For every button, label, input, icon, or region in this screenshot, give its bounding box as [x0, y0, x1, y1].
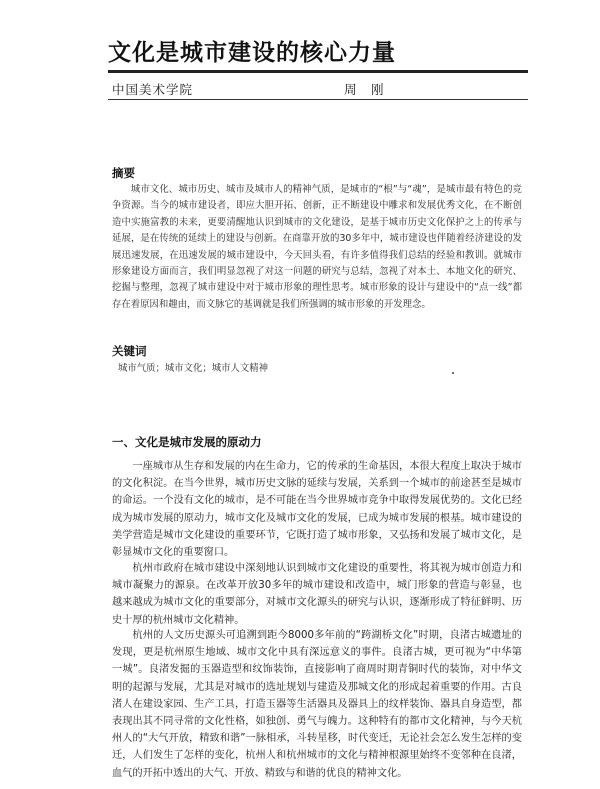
keywords-text: 城市气质；城市文化；城市人文精神 [118, 363, 269, 374]
section-heading: 一、文化是城市发展的原动力 [112, 435, 262, 449]
body-paragraph: 杭州市政府在城市建设中深刻地认识到城市文化建设的重要性，将其视为城市创造力和城市凝聚力的源泉。在改革开放30多年的城市建设和改造中，城门形象的营造与彰显，也越来越成为城市文化的重要部分，对城市文化源头的研究与认识，逐渐形成了特征鲜明、历史十厚的杭州城市文化精神。 [112, 563, 522, 626]
body-paragraph: 杭州的人文历史源头可追溯到距今8000多年前的“跨湖桥文化”时期，良渚古城遗址的发现，更是杭州原生地域、城市文化中具有深远意义的事件。良渚古城，更可视为“中华第一城”。良渚发掘的玉器造型和纹饰装饰，直接影响了商周时期青铜时代的装饰，对中华文明的起源与发展，尤其是对城市的选址规划与建造及那城文化的形成起着重要的作用。古良渚人在建设家园、生产工具，打造玉器等生活器具及器具上的纹样装饰、器具自身造型，都表现出其不同寻常的文化性格，如独创、勇气与魄力。这种特有的都市文化精神，与今天杭州人的“大气开放，精致和谐”一脉相承，斗转星移，时代变迁，无论社会怎么发生怎样的变迁，人们发生了怎样的变化，杭州人和杭州城市的文化与精神根源里始终不变邻种在良渚，血气的开拓中透出的大气、开放、精致与和谐的优良的精神文化。 [112, 630, 522, 779]
abstract-text: 城市文化、城市历史、城市及城市人的精神气质，是城市的“根”与“魂”，是城市最有特色的竞争资源。当今的城市建设者，即应大胆开拓、创新，正不断建设中雕求和发展优秀文化，在不断创造中实施富教的未来，更要清醒地认识到城市的文化建设，是基于城市历史文化保护之上的传承与延展，是在传统的延续上的建设与创新。在商靠开放的30多年中，城市建设也伴随着经济建设的发展迅速发展，在迅速发展的城市建设中，今天回头看，有许多值得我们总结的经验和教训。就城市形象建设方面而言，我们明显忽视了对这一问题的研究与总结，忽视了对本土、本地文化的研究、挖掘与整理，忽视了城市建设中对于城市形象的理性思考。城市形象的设计与建设中的“点一线”都存在着原因和趣由，而文脉它的基调就是我们所强调的城市形象的开发理念。 [112, 184, 522, 310]
body-paragraph: 一座城市从生存和发展的内在生命力，它的传承的生命基因，本很大程度上取决于城市的文化积淀。在当今世界，城市历史文脉的延续与发展，关系到一个城市的前途甚至是城市的命运。一个没有文化的城市，是不可能在当今世界城市竞争中取得发展优势的。文化已经成为城市发展的原动力，城市文化及城市文化的发展，已成为城市发展的根基。城市建设的美学营造是城市文化建设的重要环节，它既打造了城市形象，又弘扬和发展了城市文化，是彰显城市文化的重要窗口。 [112, 461, 522, 559]
byline [112, 80, 522, 98]
byline-rule [108, 99, 528, 100]
scan-speck [452, 372, 454, 374]
article-title: 文化是城市建设的核心力量 [108, 40, 396, 66]
keywords-heading: 关键词 [112, 344, 147, 358]
author-name: 周 刚 [344, 82, 385, 97]
title-rule [108, 70, 528, 73]
author-affiliation: 中国美术学院 [112, 82, 194, 97]
abstract-heading: 摘要 [112, 166, 135, 180]
